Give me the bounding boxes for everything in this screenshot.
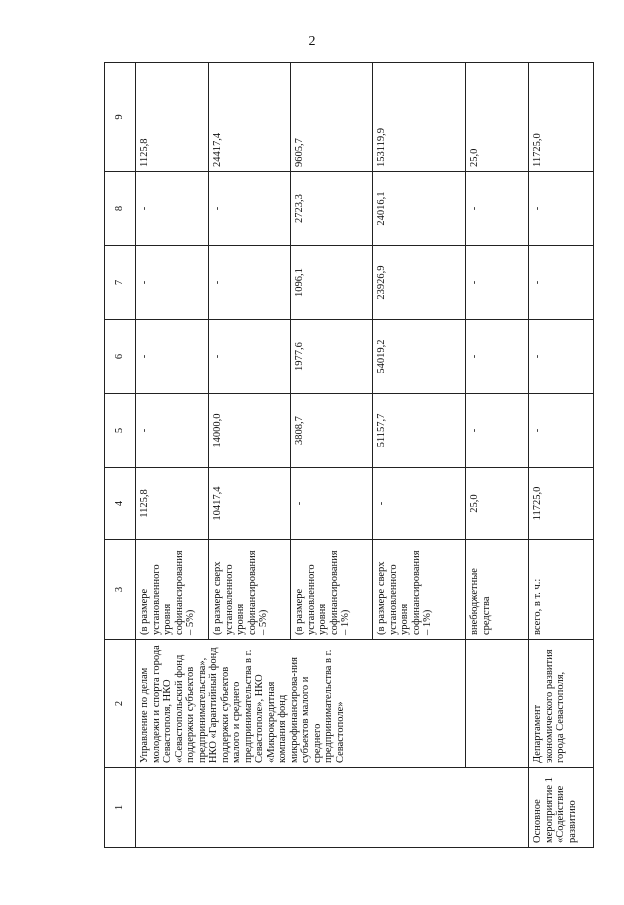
executor-cell: Департамент экономического развития города Севастополя, <box>529 640 594 768</box>
value-cell: - <box>209 246 291 320</box>
value-cell: - <box>529 320 594 394</box>
value-cell: 14000,0 <box>209 394 291 468</box>
value-cell: - <box>136 246 209 320</box>
table-row <box>136 63 209 848</box>
value-cell: - <box>291 468 373 540</box>
value-cell: - <box>466 246 529 320</box>
header-cell: 9 <box>105 63 136 172</box>
value-cell: - <box>466 320 529 394</box>
value-cell: - <box>136 394 209 468</box>
value-cell: 54019,2 <box>373 320 466 394</box>
value-cell: 11725,0 <box>529 468 594 540</box>
value-cell: - <box>466 172 529 246</box>
total-cell: 25,0 <box>466 63 529 172</box>
value-cell: - <box>209 172 291 246</box>
value-cell: 2723,3 <box>291 172 373 246</box>
table-row <box>529 63 594 848</box>
value-cell: 25,0 <box>466 468 529 540</box>
total-cell: 1125,8 <box>136 63 209 172</box>
budget-table <box>104 62 594 848</box>
header-cell: 7 <box>105 246 136 320</box>
value-cell: - <box>529 172 594 246</box>
value-cell: - <box>529 394 594 468</box>
executor-cell: Управление по делам молодежи и спорта города Севастополя, НКО «Севастопольский фонд поддержки субъектов предпринимательства», НКО «Гарантийный фонд поддержки субъектов малого и среднего предпринимательства в г. Севастополе», НКО «Микрокредитная компания фонд микрофинансирова-ния субъектов малого и среднего предпринимательства в г. Севастополе» <box>136 640 466 768</box>
header-cell: 4 <box>105 468 136 540</box>
row-group-label-cell <box>136 768 529 848</box>
value-cell: 1125,8 <box>136 468 209 540</box>
executor-cell-empty <box>466 640 529 768</box>
value-cell: 1096,1 <box>291 246 373 320</box>
header-cell: 1 <box>105 768 136 848</box>
funding-source-cell: (в размере сверх установленного уровня софинансирования – 1%) <box>373 540 466 640</box>
funding-source-cell: (в размере сверх установленного уровня софинансирования – 5%) <box>209 540 291 640</box>
header-cell: 3 <box>105 540 136 640</box>
value-cell: 10417,4 <box>209 468 291 540</box>
rotated-table-container <box>104 63 578 848</box>
value-cell: - <box>373 468 466 540</box>
funding-source-cell: всего, в т. ч.: <box>529 540 594 640</box>
header-cell: 5 <box>105 394 136 468</box>
value-cell: 3808,7 <box>291 394 373 468</box>
activity-name-cell: Основное мероприятие 1 «Содействие развитию <box>529 768 594 848</box>
funding-source-cell: (в размере установленного уровня софинансирования – 1%) <box>291 540 373 640</box>
funding-source-cell: (в размере установленного уровня софинансирования – 5%) <box>136 540 209 640</box>
header-row <box>105 63 136 848</box>
value-cell: - <box>466 394 529 468</box>
header-cell: 8 <box>105 172 136 246</box>
value-cell: 23926,9 <box>373 246 466 320</box>
funding-source-cell: внебюджетные средства <box>466 540 529 640</box>
value-cell: - <box>136 172 209 246</box>
value-cell: 24016,1 <box>373 172 466 246</box>
total-cell: 24417,4 <box>209 63 291 172</box>
value-cell: - <box>136 320 209 394</box>
total-cell: 153119,9 <box>373 63 466 172</box>
total-cell: 11725,0 <box>529 63 594 172</box>
total-cell: 9605,7 <box>291 63 373 172</box>
table-row <box>466 63 529 848</box>
header-cell: 6 <box>105 320 136 394</box>
page-number: 2 <box>308 34 316 49</box>
value-cell: - <box>209 320 291 394</box>
value-cell: 51157,7 <box>373 394 466 468</box>
value-cell: - <box>529 246 594 320</box>
value-cell: 1977,6 <box>291 320 373 394</box>
header-cell: 2 <box>105 640 136 768</box>
